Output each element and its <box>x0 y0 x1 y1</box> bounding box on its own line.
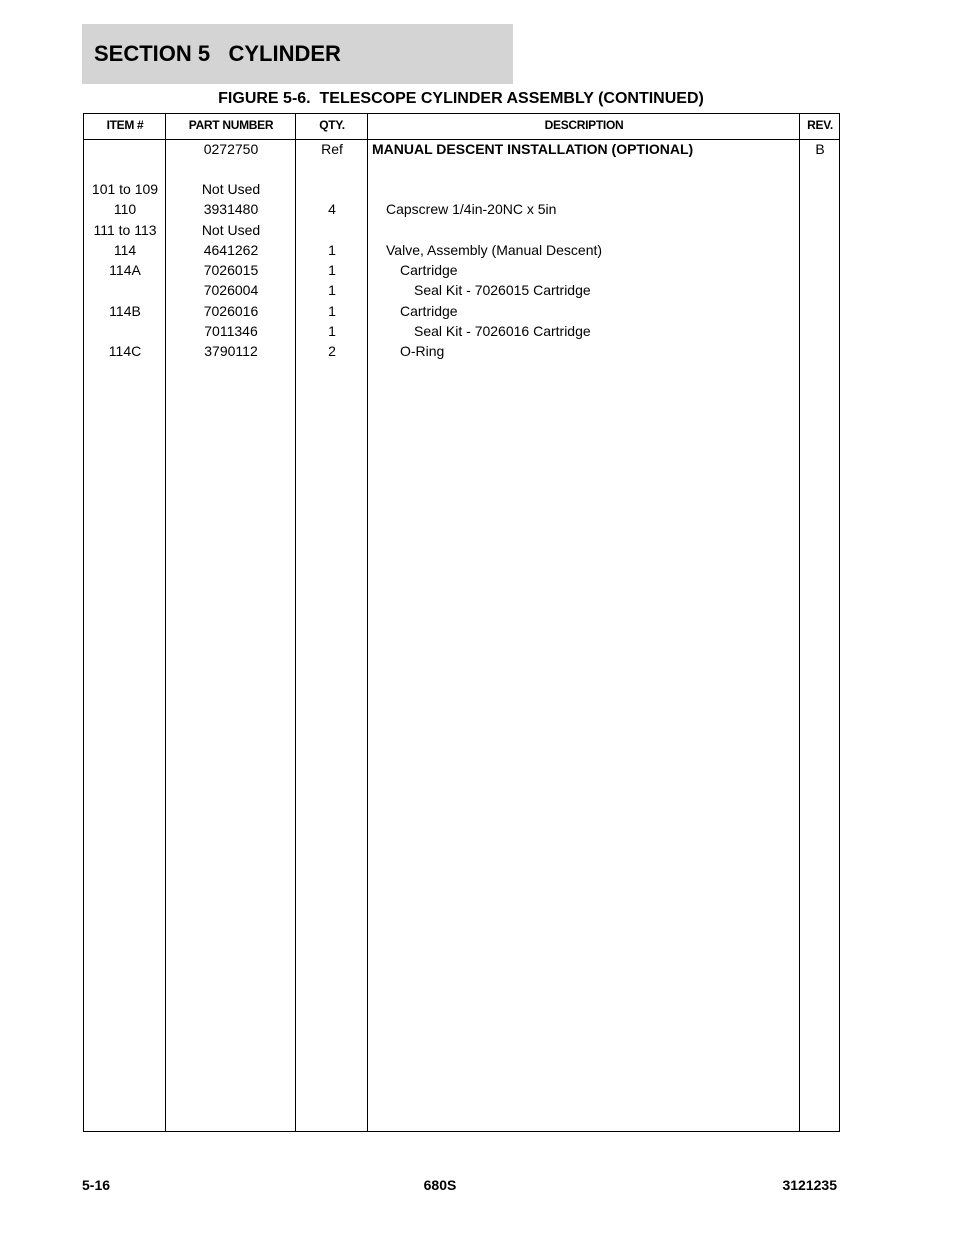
revision-cell: B <box>815 141 825 157</box>
item-number-cell: 110 <box>113 201 137 217</box>
document-number: 3121235 <box>782 1177 837 1193</box>
table-row <box>84 201 839 221</box>
item-number-cell: 111 to 113 <box>93 222 157 238</box>
part-number-cell: 7011346 <box>204 323 258 339</box>
quantity-cell: 1 <box>328 262 336 278</box>
table-row <box>84 282 839 302</box>
figure-title: FIGURE 5-6. TELESCOPE CYLINDER ASSEMBLY (CONTINUED) <box>218 90 704 107</box>
part-number-cell: 7026015 <box>203 262 259 278</box>
item-number-cell: 114A <box>109 262 141 278</box>
header-qty: QTY. <box>319 118 345 132</box>
quantity-cell: Ref <box>321 141 343 157</box>
item-number-cell: 114B <box>109 303 141 319</box>
description-cell: Seal Kit - 7026015 Cartridge <box>414 282 591 298</box>
quantity-cell: 1 <box>328 282 336 298</box>
quantity-cell: 1 <box>328 323 336 339</box>
description-cell: Valve, Assembly (Manual Descent) <box>386 242 603 258</box>
quantity-cell: 1 <box>328 242 336 258</box>
section-header <box>82 24 513 84</box>
header-item: ITEM # <box>106 118 144 132</box>
page-number: 5-16 <box>82 1177 111 1193</box>
section-title: SECTION 5 CYLINDER <box>94 41 341 66</box>
table-row <box>84 222 839 242</box>
table-row <box>84 343 839 363</box>
parts-table <box>83 113 840 1132</box>
part-number-cell: 3790112 <box>204 343 258 359</box>
header-rev: REV. <box>807 118 833 132</box>
description-cell: Seal Kit - 7026016 Cartridge <box>414 323 591 339</box>
item-number-cell: 114C <box>108 343 142 359</box>
model-name: 680S <box>423 1177 457 1193</box>
item-number-cell: 101 to 109 <box>91 181 159 197</box>
part-number-cell: 3931480 <box>203 201 259 217</box>
quantity-cell: 1 <box>328 303 336 319</box>
description-cell: MANUAL DESCENT INSTALLATION (OPTIONAL) <box>372 141 694 157</box>
part-number-cell: 4641262 <box>203 242 259 258</box>
table-row <box>84 181 839 201</box>
header-divider <box>84 139 839 140</box>
description-cell: Cartridge <box>400 303 458 319</box>
table-row <box>84 303 839 323</box>
header-description: DESCRIPTION <box>544 118 624 132</box>
quantity-cell: 2 <box>328 343 336 359</box>
quantity-cell: 4 <box>328 201 336 217</box>
part-number-cell: 0272750 <box>203 141 259 157</box>
part-number-cell: Not Used <box>201 181 261 197</box>
description-cell: O-Ring <box>400 343 445 359</box>
header-part-number: PART NUMBER <box>188 118 274 132</box>
part-number-cell: 7026016 <box>203 303 259 319</box>
table-row <box>84 242 839 262</box>
description-cell: Cartridge <box>400 262 458 278</box>
part-number-cell: 7026004 <box>203 282 259 298</box>
table-row <box>84 323 839 343</box>
table-row <box>84 262 839 282</box>
table-row <box>84 141 839 161</box>
description-cell: Capscrew 1/4in-20NC x 5in <box>386 201 557 217</box>
item-number-cell: 114 <box>113 242 137 258</box>
part-number-cell: Not Used <box>201 222 261 238</box>
